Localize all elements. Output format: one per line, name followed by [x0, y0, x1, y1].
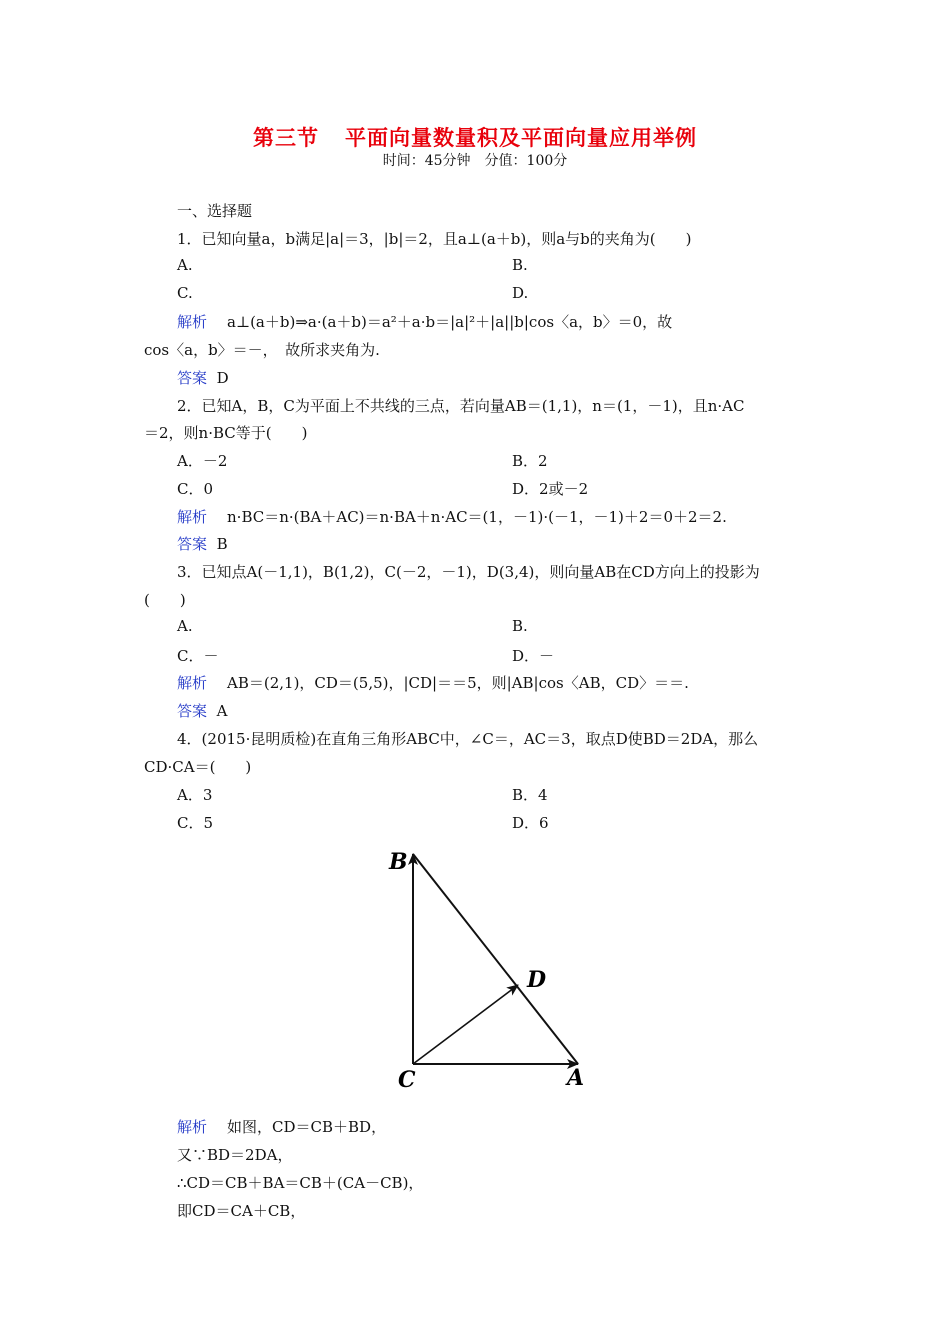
q2-option-c: C．0	[177, 480, 214, 498]
q4-option-d: D．6	[512, 814, 549, 832]
q3-option-a: A.	[177, 617, 193, 635]
q2-stem-line2: ＝2，则n·BC等于( )	[144, 424, 308, 442]
segment-ba	[413, 854, 578, 1064]
q2-option-d: D．2或－2	[512, 480, 589, 498]
section-heading: 一、选择题	[177, 202, 253, 220]
q3-stem-line2: ( )	[144, 591, 186, 609]
vector-cd	[413, 985, 518, 1064]
title-section-number: 第三节	[253, 126, 319, 150]
answer-value: A	[216, 702, 228, 720]
q1-answer	[177, 367, 229, 388]
q4-stem-line1: 4．(2015·昆明质检)在直角三角形ABC中，∠C＝，AC＝3，取点D使BD＝2DA，那么	[177, 730, 759, 748]
q4-analysis-line4: 即CD＝CA＋CB，	[177, 1202, 306, 1220]
q4-option-c: C．5	[177, 814, 214, 832]
q2-answer	[177, 533, 228, 554]
answer-label: 答案	[177, 369, 208, 387]
q1-analysis-line1	[177, 311, 672, 332]
triangle-figure	[385, 842, 605, 1097]
q1-option-c: C.	[177, 284, 193, 302]
q1-stem: 1．已知向量a，b满足|a|＝3，|b|＝2，且a⊥(a＋b)，则a与b的夹角为( )	[177, 230, 692, 248]
analysis-label: 解析	[177, 508, 208, 526]
q1-analysis-line2: cos〈a，b〉＝－， 故所求夹角为.	[144, 341, 380, 359]
label-c: C	[398, 1067, 416, 1093]
page-subtitle: 时间：45分钟 分值：100分	[382, 153, 568, 169]
analysis-text: 如图，CD＝CB＋BD，	[227, 1118, 387, 1136]
q3-option-d: D．－	[512, 647, 555, 665]
q4-stem-line2: CD·CA＝( )	[144, 758, 252, 776]
analysis-text: n·BC＝n·(BA＋AC)＝n·BA＋n·AC＝(1，－1)·(－1，－1)＋2＝0＋2＝2.	[227, 508, 727, 526]
q1-option-b: B.	[512, 256, 528, 274]
label-a: A	[567, 1065, 585, 1091]
q4-analysis-line2: 又∵BD＝2DA，	[177, 1146, 293, 1164]
q1-option-a: A.	[177, 256, 193, 274]
analysis-text: a⊥(a＋b)⇒a·(a＋b)＝a²＋a·b＝|a|²＋|a||b|cos〈a，b〉＝0，故	[227, 313, 673, 331]
q2-analysis	[177, 506, 727, 527]
answer-value: B	[216, 535, 228, 553]
q3-option-c: C．－	[177, 647, 219, 665]
answer-label: 答案	[177, 535, 208, 553]
q4-option-b: B．4	[512, 786, 548, 804]
q3-analysis	[177, 672, 689, 693]
label-d: D	[527, 967, 547, 993]
answer-value: D	[216, 369, 229, 387]
q1-option-d: D.	[512, 284, 529, 302]
analysis-label: 解析	[177, 1118, 208, 1136]
analysis-label: 解析	[177, 674, 208, 692]
answer-label: 答案	[177, 702, 208, 720]
q3-stem-line1: 3．已知点A(－1,1)，B(1,2)，C(－2，－1)，D(3,4)，则向量AB在CD方向上的投影为	[177, 563, 760, 581]
q4-analysis-line3: ∴CD＝CB＋BA＝CB＋(CA－CB)，	[177, 1174, 424, 1192]
q3-option-b: B.	[512, 617, 528, 635]
q2-option-a: A．－2	[177, 452, 228, 470]
q3-answer	[177, 700, 227, 721]
analysis-text: AB＝(2,1)，CD＝(5,5)，|CD|＝＝5，则|AB|cos〈AB，CD〉＝＝.	[227, 674, 689, 692]
q2-option-b: B．2	[512, 452, 548, 470]
page-title	[0, 122, 950, 152]
q4-option-a: A．3	[177, 786, 213, 804]
title-topic: 平面向量数量积及平面向量应用举例	[345, 126, 697, 150]
q4-analysis-line1	[177, 1116, 386, 1137]
q2-stem-line1: 2．已知A，B，C为平面上不共线的三点，若向量AB＝(1,1)，n＝(1，－1)，且n·AC	[177, 397, 745, 415]
analysis-label: 解析	[177, 313, 208, 331]
label-b: B	[389, 849, 408, 875]
